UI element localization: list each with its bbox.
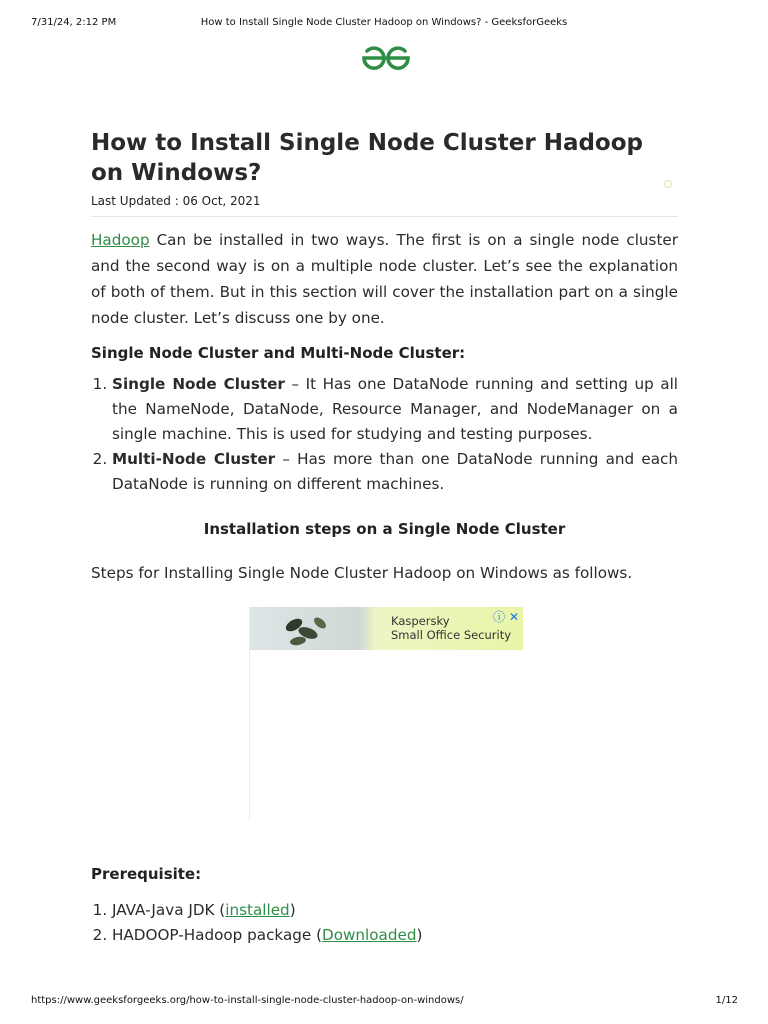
ad-close-icon[interactable]: ✕ (508, 610, 519, 624)
steps-intro: Steps for Installing Single Node Cluster Hadoop on Windows as follows. (91, 564, 633, 582)
last-updated (91, 194, 678, 217)
ad-controls[interactable] (493, 608, 519, 625)
ad-line-1: Kaspersky (391, 614, 450, 628)
plant-image-icon (280, 613, 335, 650)
article (91, 128, 678, 582)
article-title: How to Install Single Node Cluster Hadoop on Windows? (91, 130, 643, 186)
prereq-after: ) (416, 926, 423, 944)
print-url: https://www.geeksforgeeks.org/how-to-install-single-node-cluster-hadoop-on-windows/ (31, 995, 464, 1006)
cluster-types-list (91, 372, 678, 497)
intro-text: Can be installed in two ways. The first is on a single node cluster and the second way is on a multiple node cluster. Let’s see the explanation of both of them. But in this section will cover the installation part on a single node cluster. Let’s discuss one by one. (91, 231, 678, 327)
prerequisite-heading: Prerequisite: (91, 865, 202, 883)
installed-link[interactable]: installed (225, 901, 290, 919)
downloaded-link[interactable]: Downloaded (322, 926, 417, 944)
advertisement[interactable] (249, 607, 523, 820)
prereq-after: ) (289, 901, 296, 919)
list-item (112, 372, 678, 447)
list-item (112, 447, 678, 497)
gfg-logo-icon (361, 44, 411, 70)
last-updated-label: Last Updated : (91, 194, 183, 208)
prereq-text: JAVA-Java JDK ( (112, 901, 226, 919)
print-page-title: How to Install Single Node Cluster Hadoop on Windows? - GeeksforGeeks (200, 17, 568, 28)
hadoop-link[interactable]: Hadoop (91, 231, 150, 249)
cluster-types-heading: Single Node Cluster and Multi-Node Cluster: (91, 344, 466, 362)
print-datetime: 7/31/24, 2:12 PM (31, 17, 117, 28)
installation-heading: Installation steps on a Single Node Cluster (203, 520, 566, 538)
prerequisite-list (91, 898, 678, 948)
intro-paragraph (91, 227, 678, 331)
ad-banner[interactable] (250, 607, 523, 650)
page-number: 1/12 (715, 995, 738, 1006)
ad-line-2: Small Office Security (391, 628, 512, 642)
list-item-term: Single Node Cluster (112, 375, 285, 393)
list-item-term: Multi-Node Cluster (112, 450, 276, 468)
ad-info-icon[interactable]: ⓘ (493, 610, 506, 624)
last-updated-date: 06 Oct, 2021 (182, 194, 261, 208)
list-item (112, 923, 678, 948)
prerequisite-section (91, 898, 678, 948)
prereq-text: HADOOP-Hadoop package ( (112, 926, 323, 944)
list-item-desc: – Has more than one DataNode running and each DataNode is running on different machines. (112, 450, 678, 493)
gfg-logo[interactable] (361, 44, 411, 70)
list-item-desc: – It Has one DataNode running and setting up all the NameNode, DataNode, Resource Manager, and NodeManager on a single machine. This is used for studying and testing purposes. (112, 375, 679, 443)
list-item (112, 898, 678, 923)
